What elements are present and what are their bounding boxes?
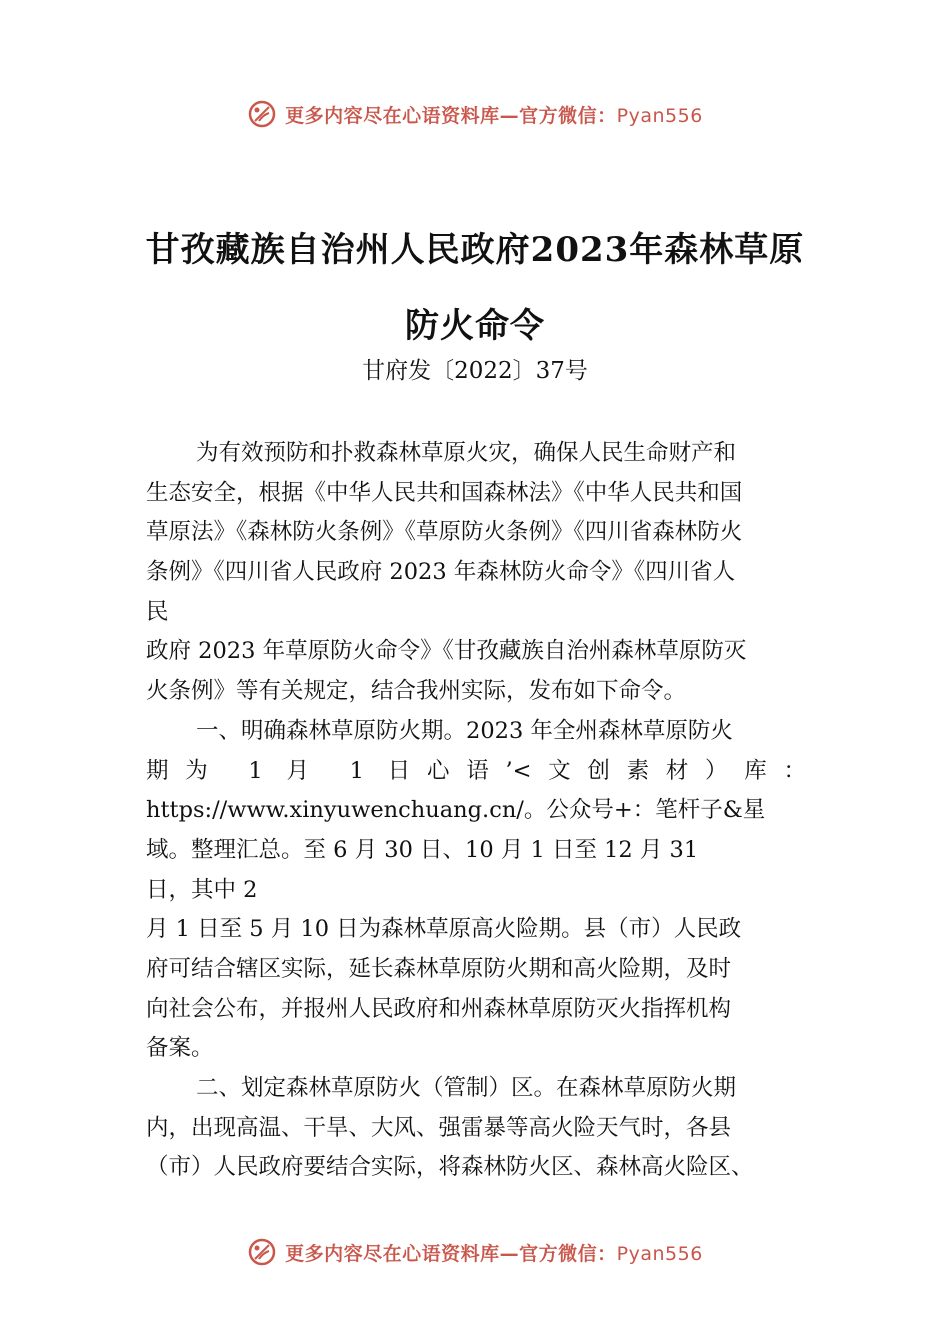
watermark-logo-icon — [247, 99, 277, 129]
body-line: 域。整理汇总。至 6 月 30 日、10 月 1 日至 12 月 31 — [146, 836, 699, 863]
watermark-header — [0, 94, 950, 134]
watermark-logo-icon — [247, 1237, 277, 1267]
body-line: 草原法》《森林防火条例》《草原防火条例》《四川省森林防火 — [146, 519, 743, 546]
body-line: 向社会公布，并报州人民政府和州森林草原防灭火指挥机构 — [146, 995, 732, 1022]
document-number: 甘府发〔2022〕37号 — [362, 358, 588, 384]
watermark-wechat-id: Pyan556 — [616, 104, 703, 127]
watermark-footer — [0, 1232, 950, 1272]
body-line: 条例》《四川省人民政府 2023 年森林防火命令》《四川省人 — [146, 559, 736, 586]
body-line: 民 — [146, 598, 169, 625]
body-line: 为有效预防和扑救森林草原火灾，确保人民生命财产和 — [196, 440, 737, 466]
body-line: 火条例》等有关规定，结合我州实际，发布如下命令。 — [146, 678, 687, 705]
document-body — [146, 434, 806, 1188]
watermark-text: 更多内容尽在心语资料库—官方微信：Pyan556 — [285, 1242, 703, 1265]
body-line: 内，出现高温、干旱、大风、强雷暴等高火险天气时，各县 — [146, 1114, 732, 1141]
body-line: 期为 1 月 1 日心语’<文创素材）库： — [146, 757, 806, 784]
document-title-line-2: 防火命令 — [405, 306, 545, 346]
watermark-wechat-id: Pyan556 — [616, 1242, 703, 1265]
body-line: 二、划定森林草原防火（管制）区。在森林草原防火期 — [196, 1075, 737, 1101]
body-line: 府可结合辖区实际，延长森林草原防火期和高火险期，及时 — [146, 955, 732, 982]
body-line: 月 1 日至 5 月 10 日为森林草原高火险期。县（市）人民政 — [146, 916, 742, 943]
watermark-text: 更多内容尽在心语资料库—官方微信：Pyan556 — [285, 104, 703, 127]
body-line: 政府 2023 年草原防火命令》《甘孜藏族自治州森林草原防灭 — [146, 638, 747, 665]
body-line-url: https://www.xinyuwenchuang.cn/。公众号+：笔杆子&星 — [146, 797, 766, 824]
body-line: 备案。 — [146, 1035, 214, 1062]
body-line: 日，其中 2 — [146, 876, 258, 903]
body-line: 一、明确森林草原防火期。2023 年全州森林草原防火 — [196, 717, 733, 744]
body-line: （市）人民政府要结合实际，将森林防火区、森林高火险区、 — [146, 1154, 754, 1181]
document-title-line-1: 甘孜藏族自治州人民政府2023年森林草原 — [145, 230, 805, 270]
body-line: 生态安全，根据《中华人民共和国森林法》《中华人民共和国 — [146, 479, 743, 506]
